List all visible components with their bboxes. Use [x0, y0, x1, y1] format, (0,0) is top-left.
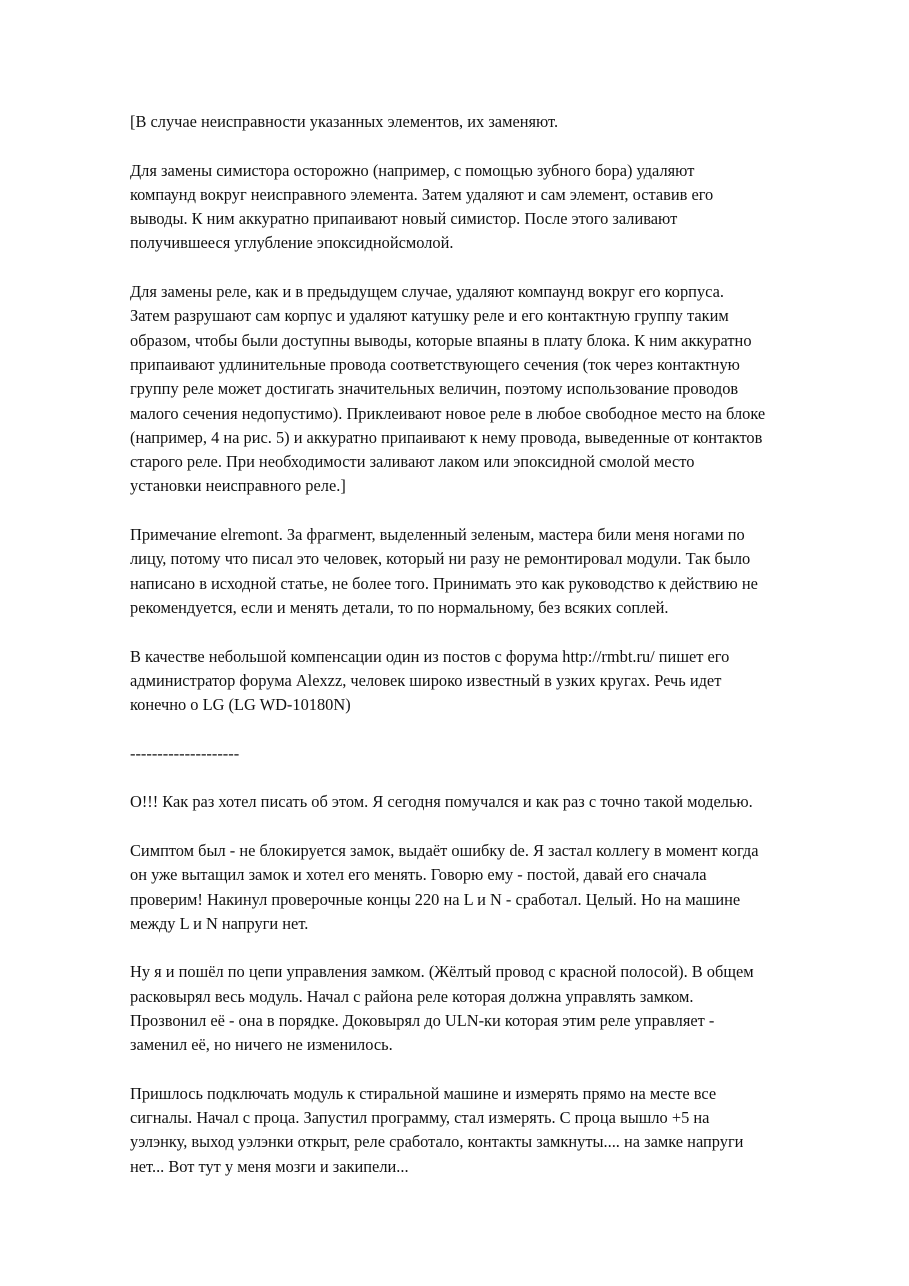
paragraph-signal-measurement: Пришлось подключать модуль к стиральной машине и измерять прямо на месте все сигналы. Начал с проца. Запустил программу, стал измерять. С проца вышло +5 на уэлэнку, выход уэлэнки открыт, реле сработало, контакты замкнуты.... на замке напруги нет... Вот тут у меня мозги и закипели... [130, 1083, 744, 1176]
paragraph-relay-replacement: Для замены реле, как и в предыдущем случае, удаляют компаунд вокруг его корпуса. Затем разрушают сам корпус и удаляют катушку реле и его контактную группу таким образом, чтобы были доступны выводы, которые впаяны в плату блока. К ним аккуратно припаивают удлинительные провода соответствующего сечения (ток через контактную группу реле может достигать значительных величин, поэтому использование проводов малого сечения недопустимо). Приклеивают новое реле в любое свободное место на блоке (например, 4 на рис. 5) и аккуратно припаивают к нему провода, выведенные от контактов старого реле. При необходимости заливают лаком или эпоксидной смолой место установки неисправного реле.] [130, 282, 766, 496]
document-page [130, 110, 845, 1203]
paragraph-forum-compensation: В качестве небольшой компенсации один из постов с форума http://rmbt.ru/ пишет его администратор форума Alexzz, человек широко известный в узких кругах. Речь идет конечно о LG (LG WD-10180N) [130, 646, 730, 715]
paragraph-symptom: Симптом был - не блокируется замок, выдаёт ошибку de. Я застал коллегу в момент когда он уже вытащил замок и хотел его менять. Говорю ему - постой, давай его сначала проверим! Накинул проверочные концы 220 на L и N - сработал. Целый. Но на машине между L и N напруги нет. [130, 840, 759, 933]
separator-line: -------------------- [130, 743, 240, 763]
paragraph-lock-circuit: Ну я и пошёл по цепи управления замком. (Жёлтый провод с красной полосой). В общем расковырял весь модуль. Начал с района реле которая должна управлять замком. Прозвонил её - она в порядке. Доковырял до ULN-ки которая этим реле управляет - заменил её, но ничего не изменилось. [130, 962, 754, 1055]
paragraph-triac-replacement: Для замены симистора осторожно (например, с помощью зубного бора) удаляют компаунд вокруг неисправного элемента. Затем удаляют и сам элемент, оставив его выводы. К ним аккуратно припаивают новый симистор. После этого заливают получившееся углубление эпоксиднойсмолой. [130, 160, 714, 253]
paragraph-forum-post-start: О!!! Как раз хотел писать об этом. Я сегодня помучался и как раз с точно такой моделью. [130, 792, 753, 812]
paragraph-elremont-note: Примечание elremont. За фрагмент, выделенный зеленым, мастера били меня ногами по лицу, потому что писал это человек, который ни разу не ремонтировал модули. Так было написано в исходной статье, не более того. Принимать это как руководство к действию не рекомендуется, если и менять детали, то по нормальному, без всяких соплей. [130, 525, 758, 617]
paragraph-repair-intro: [В случае неисправности указанных элементов, их заменяют. [130, 112, 559, 131]
